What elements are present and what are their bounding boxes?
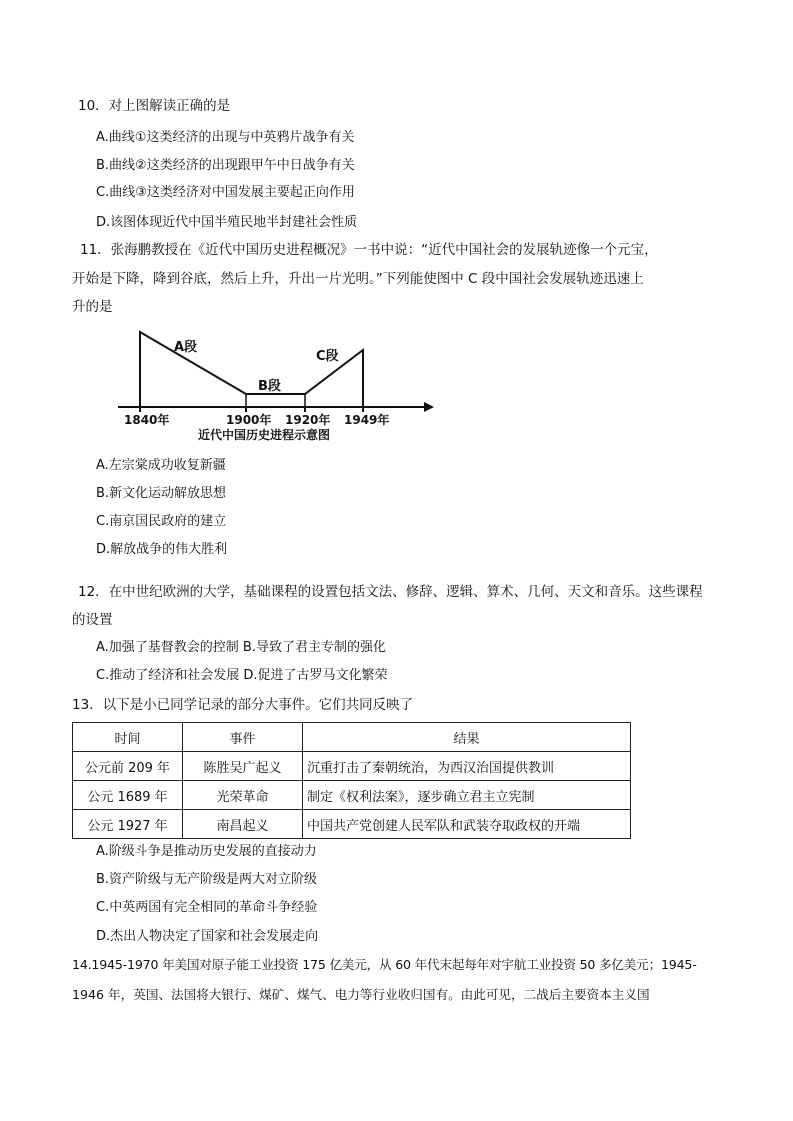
table-row — [73, 781, 631, 810]
table-header-row — [73, 723, 631, 752]
header-result: 结果 — [303, 723, 631, 752]
history-process-diagram — [112, 324, 442, 446]
q11-option-d[interactable]: D.解放战争的伟大胜利 — [96, 542, 228, 557]
q12-stem-line-1: 12．在中世纪欧洲的大学，基础课程的设置包括文法、修辞、逻辑、算术、几何、天文和音乐。这些课程 — [78, 584, 703, 600]
q13-option-c[interactable]: C.中英两国有完全相同的革命斗争经验 — [96, 900, 318, 915]
year-label-1900: 1900年 — [226, 413, 272, 427]
cell-result: 沉重打击了秦朝统治，为西汉治国提供教训 — [303, 752, 631, 781]
q10-option-d[interactable]: D.该图体现近代中国半殖民地半封建社会性质 — [96, 215, 358, 230]
year-label-1949: 1949年 — [344, 413, 390, 427]
q13-option-a[interactable]: A.阶级斗争是推动历史发展的直接动力 — [96, 844, 317, 859]
year-label-1840: 1840年 — [124, 413, 170, 427]
year-label-1920: 1920年 — [285, 413, 331, 427]
q13-option-d[interactable]: D.杰出人物决定了国家和社会发展走向 — [96, 929, 319, 944]
header-time: 时间 — [73, 723, 183, 752]
diagram-caption: 近代中国历史进程示意图 — [198, 428, 331, 442]
q12-options-cd[interactable]: C.推动了经济和社会发展 D.促进了古罗马文化繁荣 — [96, 668, 388, 683]
cell-event: 南昌起义 — [183, 810, 303, 839]
b-segment-box — [246, 394, 305, 407]
diagram-svg — [112, 324, 442, 446]
q13-option-b[interactable]: B.资产阶级与无产阶级是两大对立阶级 — [96, 872, 318, 887]
segment-b-label: B段 — [258, 379, 281, 394]
cell-event: 光荣革命 — [183, 781, 303, 810]
q14-stem-line-2: 1946 年，英国、法国将大银行、煤矿、煤气、电力等行业收归国有。由此可见，二战后主要资本主义国 — [72, 987, 650, 1002]
cell-event: 陈胜吴广起义 — [183, 752, 303, 781]
cell-time: 公元 1927 年 — [73, 810, 183, 839]
table-row — [73, 810, 631, 839]
q10-stem: 10．对上图解读正确的是 — [78, 98, 231, 114]
q11-stem-line-2: 开始是下降，降到谷底，然后上升，升出一片光明。”下列能使图中 C 段中国社会发展轨迹迅速上 — [72, 271, 644, 287]
q11-stem-line-1: 11．张海鹏教授在《近代中国历史进程概况》一书中说：“近代中国社会的发展轨迹像一个元宝， — [80, 242, 658, 258]
cell-time: 公元前 209 年 — [73, 752, 183, 781]
q12-options-ab[interactable]: A.加强了基督教会的控制 B.导致了君主专制的强化 — [96, 640, 386, 655]
header-event: 事件 — [183, 723, 303, 752]
segment-c-label: C段 — [316, 349, 339, 364]
cell-time: 公元 1689 年 — [73, 781, 183, 810]
q13-stem: 13．以下是小已同学记录的部分大事件。它们共同反映了 — [72, 697, 414, 713]
q11-option-a[interactable]: A.左宗棠成功收复新疆 — [96, 458, 226, 473]
q11-option-c[interactable]: C.南京国民政府的建立 — [96, 514, 227, 529]
segment-a-label: A段 — [174, 340, 198, 355]
events-table — [72, 722, 631, 839]
q10-option-a[interactable]: A.曲线①这类经济的出现与中英鸦片战争有关 — [96, 130, 355, 145]
axis-arrow — [424, 402, 434, 412]
q14-stem-line-1: 14.1945-1970 年美国对原子能工业投资 175 亿美元，从 60 年代末起每年对宇航工业投资 50 多亿美元；1945- — [72, 957, 697, 972]
q11-option-b[interactable]: B.新文化运动解放思想 — [96, 486, 227, 501]
cell-result: 制定《权利法案》，逐步确立君主立宪制 — [303, 781, 631, 810]
cell-result: 中国共产党创建人民军队和武装夺取政权的开端 — [303, 810, 631, 839]
table-row — [73, 752, 631, 781]
q12-stem-line-2: 的设置 — [72, 612, 113, 628]
q11-stem-line-3: 升的是 — [72, 299, 113, 315]
q10-option-c[interactable]: C.曲线③这类经济对中国发展主要起正向作用 — [96, 185, 355, 200]
q10-option-b[interactable]: B.曲线②这类经济的出现跟甲午中日战争有关 — [96, 158, 355, 173]
